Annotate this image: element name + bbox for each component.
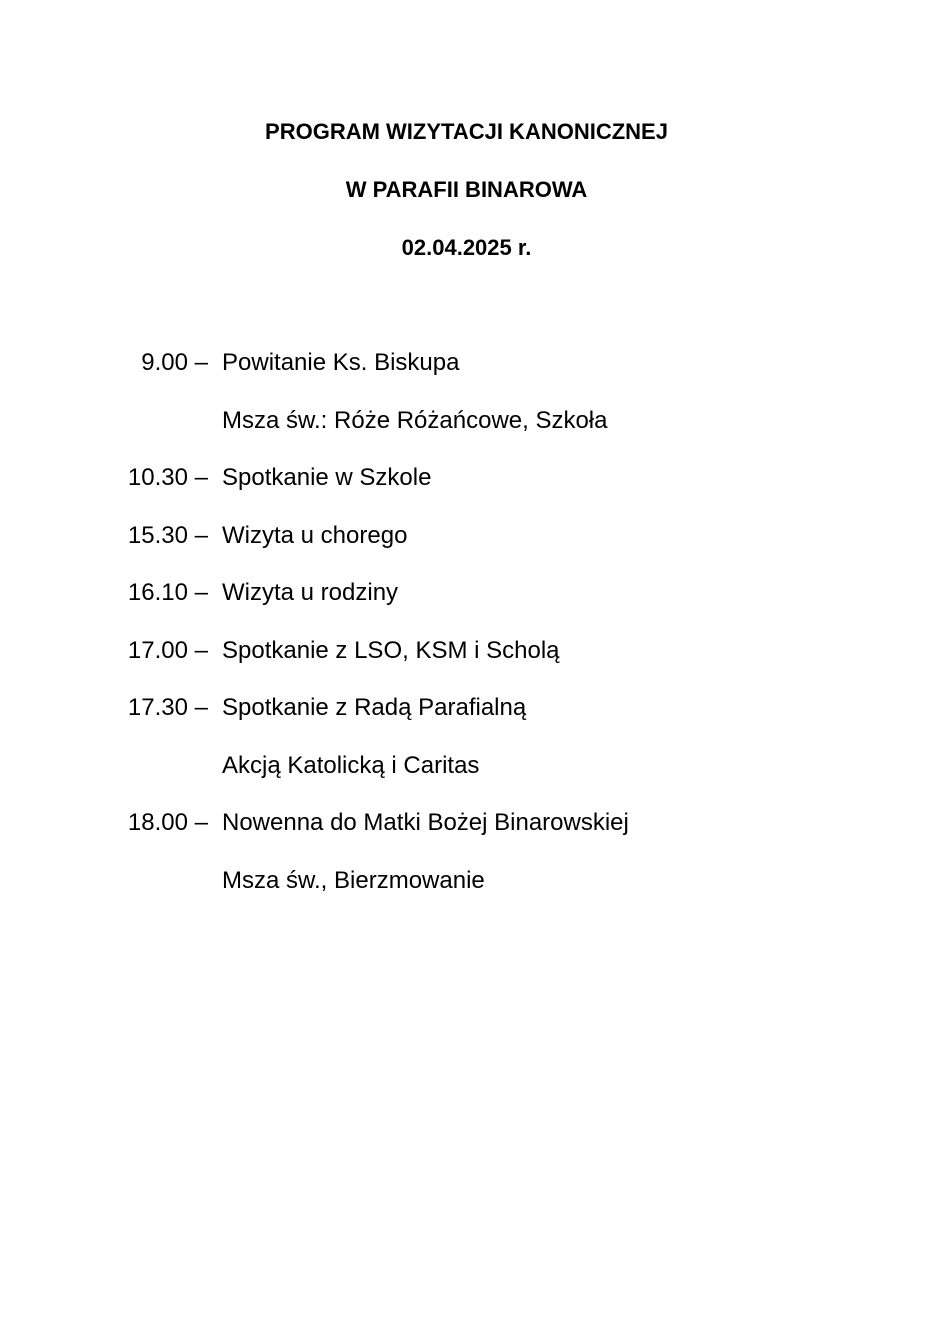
title-line-parish: W PARAFII BINAROWA	[345, 177, 588, 202]
schedule-description: Wizyta u rodziny	[222, 579, 399, 606]
schedule-row	[0, 569, 933, 627]
title-line-program: PROGRAM WIZYTACJI KANONICZNEJ	[265, 119, 668, 144]
schedule-row	[0, 397, 933, 455]
schedule-description: Spotkanie w Szkole	[222, 464, 432, 491]
schedule-description: Wizyta u chorego	[222, 521, 408, 549]
document-title	[0, 112, 933, 286]
schedule-description: Msza św., Bierzmowanie	[222, 866, 485, 894]
schedule-list	[0, 339, 933, 914]
schedule-time: 17.30 –	[127, 694, 208, 721]
schedule-row	[0, 339, 933, 397]
schedule-row	[0, 627, 933, 685]
schedule-row	[0, 684, 933, 742]
schedule-row	[0, 742, 933, 800]
schedule-description: Powitanie Ks. Biskupa	[222, 349, 460, 376]
schedule-description: Nowenna do Matki Bożej Binarowskiej	[222, 809, 629, 836]
schedule-row	[0, 857, 933, 915]
schedule-time: 9.00 –	[141, 349, 208, 376]
schedule-description: Spotkanie z Radą Parafialną	[222, 694, 527, 721]
schedule-time: 16.10 –	[127, 579, 208, 606]
schedule-time: 15.30 –	[127, 521, 208, 549]
schedule-time: 10.30 –	[127, 464, 208, 491]
title-line-date: 02.04.2025 r.	[401, 235, 532, 260]
schedule-description: Spotkanie z LSO, KSM i Scholą	[222, 636, 560, 664]
schedule-row	[0, 512, 933, 570]
schedule-time: 17.00 –	[127, 636, 208, 664]
schedule-row	[0, 454, 933, 512]
schedule-description: Msza św.: Róże Różańcowe, Szkoła	[222, 406, 608, 434]
schedule-time: 18.00 –	[127, 809, 208, 836]
schedule-description: Akcją Katolicką i Caritas	[222, 751, 480, 779]
schedule-row	[0, 799, 933, 857]
